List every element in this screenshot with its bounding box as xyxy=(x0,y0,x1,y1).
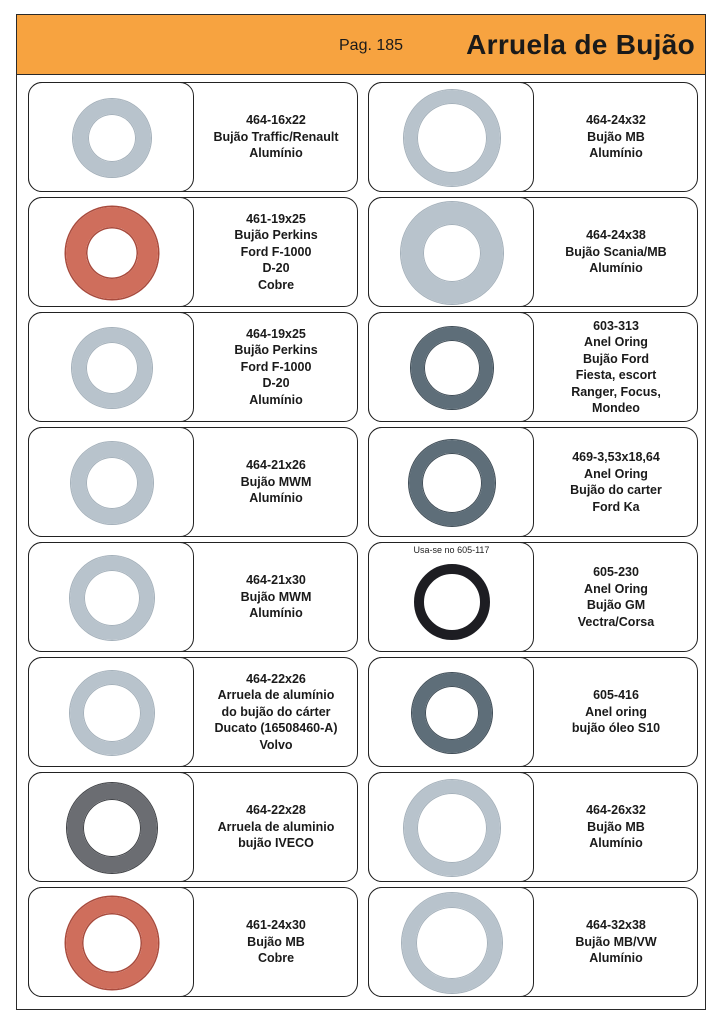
product-code: 464-16x22 xyxy=(246,113,306,128)
copper-ring-icon xyxy=(66,207,158,299)
product-detail-line: Bujão MWM xyxy=(240,589,312,604)
product-description xyxy=(195,543,357,651)
product-description xyxy=(195,313,357,421)
product-card xyxy=(368,887,698,997)
product-detail-line: Cobre xyxy=(257,951,295,966)
product-detail-line: Bujão MB xyxy=(247,934,305,949)
product-detail-line: do bujão do cárter xyxy=(221,704,331,719)
product-detail-line: Bujão MB/VW xyxy=(575,934,657,949)
product-image xyxy=(368,427,534,537)
product-card xyxy=(28,82,358,192)
aluminium-ring-icon xyxy=(72,328,152,408)
product-detail-line: Bujão MWM xyxy=(240,474,312,489)
product-detail-line: Alumínio xyxy=(249,606,303,621)
product-code: 464-24x38 xyxy=(586,228,646,243)
product-grid xyxy=(28,82,698,1005)
product-note: Usa-se no 605-117 xyxy=(413,544,490,555)
product-image xyxy=(28,657,194,767)
product-description xyxy=(535,543,697,651)
product-detail-line: Bujão GM xyxy=(586,598,646,612)
product-code: 603-313 xyxy=(593,318,639,333)
product-detail-line: Fiesta, escort xyxy=(575,368,657,382)
product-description xyxy=(535,773,697,881)
product-code: 469-3,53x18,64 xyxy=(572,450,660,464)
oring-icon xyxy=(411,327,493,409)
product-detail-line: Bujão MB xyxy=(587,129,645,144)
product-detail-line: Alumínio xyxy=(249,392,303,407)
product-code: 464-21x30 xyxy=(246,573,306,588)
product-description xyxy=(535,658,697,766)
product-detail-line: Ranger, Focus, xyxy=(571,384,661,399)
product-code: 464-32x38 xyxy=(586,918,646,933)
product-code: 605-416 xyxy=(593,688,639,703)
product-detail-line: Bujão Ford xyxy=(583,351,649,366)
black-oring-icon xyxy=(414,564,490,640)
product-description xyxy=(535,198,697,306)
product-code: 464-19x25 xyxy=(246,326,306,341)
aluminium-ring-icon xyxy=(70,671,154,755)
product-card xyxy=(28,427,358,537)
product-image xyxy=(28,772,194,882)
product-image xyxy=(28,542,194,652)
product-image xyxy=(28,887,194,997)
product-detail-line: bujão óleo S10 xyxy=(571,721,661,736)
product-card xyxy=(368,312,698,422)
product-description xyxy=(535,83,697,191)
product-image xyxy=(368,312,534,422)
copper-ring-icon xyxy=(66,897,158,989)
product-description xyxy=(195,888,357,996)
product-card xyxy=(368,772,698,882)
product-image xyxy=(368,542,534,652)
product-detail-line: Ford Ka xyxy=(592,499,640,514)
page-number: Pag. 185 xyxy=(339,37,404,54)
oring-icon xyxy=(412,673,492,753)
product-detail-line: Vectra/Corsa xyxy=(577,614,655,629)
aluminium-ring-icon xyxy=(71,442,153,524)
product-card xyxy=(28,542,358,652)
product-detail-line: Bujão do carter xyxy=(570,483,662,497)
page-title: Arruela de Bujão xyxy=(466,29,695,60)
product-detail-line: Bujão Perkins xyxy=(234,228,318,243)
product-image xyxy=(28,427,194,537)
product-detail-line: Alumínio xyxy=(589,836,643,851)
product-card xyxy=(28,887,358,997)
product-card xyxy=(28,657,358,767)
product-code: 461-24x30 xyxy=(246,918,306,933)
product-card xyxy=(368,427,698,537)
product-image xyxy=(368,772,534,882)
dark-ring-icon xyxy=(67,783,157,873)
product-detail-line: D-20 xyxy=(262,261,290,276)
product-image xyxy=(28,312,194,422)
product-code: 461-19x25 xyxy=(246,211,306,226)
product-code: 464-21x26 xyxy=(246,458,306,473)
product-description xyxy=(195,773,357,881)
product-image xyxy=(368,82,534,192)
product-detail-line: Mondeo xyxy=(592,401,640,415)
product-detail-line: Anel Oring xyxy=(584,335,648,349)
product-code: 464-26x32 xyxy=(586,803,646,818)
product-card xyxy=(368,657,698,767)
product-description xyxy=(195,198,357,306)
product-detail-line: Bujão Scania/MB xyxy=(565,244,667,259)
product-detail-line: Volvo xyxy=(259,737,293,752)
product-detail-line: Anel oring xyxy=(585,704,647,719)
product-detail-line: Alumínio xyxy=(249,491,303,506)
aluminium-ring-icon xyxy=(70,556,154,640)
product-detail-line: Ford F-1000 xyxy=(240,359,312,374)
product-detail-line: Bujão Perkins xyxy=(234,343,318,358)
product-card xyxy=(368,197,698,307)
product-description xyxy=(195,658,357,766)
product-detail-line: Alumínio xyxy=(589,261,643,276)
product-description xyxy=(195,83,357,191)
aluminium-ring-icon xyxy=(404,90,500,186)
product-card xyxy=(368,542,698,652)
product-detail-line: Anel Oring xyxy=(584,581,648,596)
product-card xyxy=(28,312,358,422)
aluminium-ring-icon xyxy=(402,893,502,993)
product-detail-line: Ford F-1000 xyxy=(240,244,312,259)
product-image xyxy=(368,887,534,997)
product-detail-line: Arruela de aluminio xyxy=(217,819,335,834)
product-image xyxy=(368,657,534,767)
product-detail-line: bujão IVECO xyxy=(238,836,314,851)
product-detail-line: Cobre xyxy=(257,277,295,292)
product-code: 464-24x32 xyxy=(586,113,646,128)
aluminium-ring-icon xyxy=(404,780,500,876)
product-detail-line: Alumínio xyxy=(589,951,643,966)
product-detail-line: Alumínio xyxy=(589,146,643,161)
product-code: 464-22x28 xyxy=(246,803,306,818)
product-detail-line: Arruela de alumínio xyxy=(217,688,335,703)
product-image xyxy=(28,197,194,307)
product-card xyxy=(28,772,358,882)
aluminium-ring-icon xyxy=(401,202,503,304)
product-detail-line: Anel Oring xyxy=(584,466,648,481)
oring-icon xyxy=(409,440,495,526)
product-description xyxy=(535,313,697,421)
product-description xyxy=(535,888,697,996)
product-code: 605-230 xyxy=(593,565,639,579)
product-detail-line: Ducato (16508460-A) xyxy=(214,721,338,736)
product-description xyxy=(535,428,697,536)
product-image xyxy=(368,197,534,307)
product-card xyxy=(368,82,698,192)
product-detail-line: Bujão MB xyxy=(587,819,645,834)
product-image xyxy=(28,82,194,192)
product-detail-line: D-20 xyxy=(262,376,290,391)
product-code: 464-22x26 xyxy=(246,671,306,686)
product-description xyxy=(195,428,357,536)
product-detail-line: Alumínio xyxy=(249,146,303,161)
page-header xyxy=(17,15,705,75)
product-detail-line: Bujão Traffic/Renault xyxy=(213,129,339,144)
catalog-page xyxy=(16,14,706,1010)
aluminium-ring-icon xyxy=(73,99,151,177)
product-card xyxy=(28,197,358,307)
